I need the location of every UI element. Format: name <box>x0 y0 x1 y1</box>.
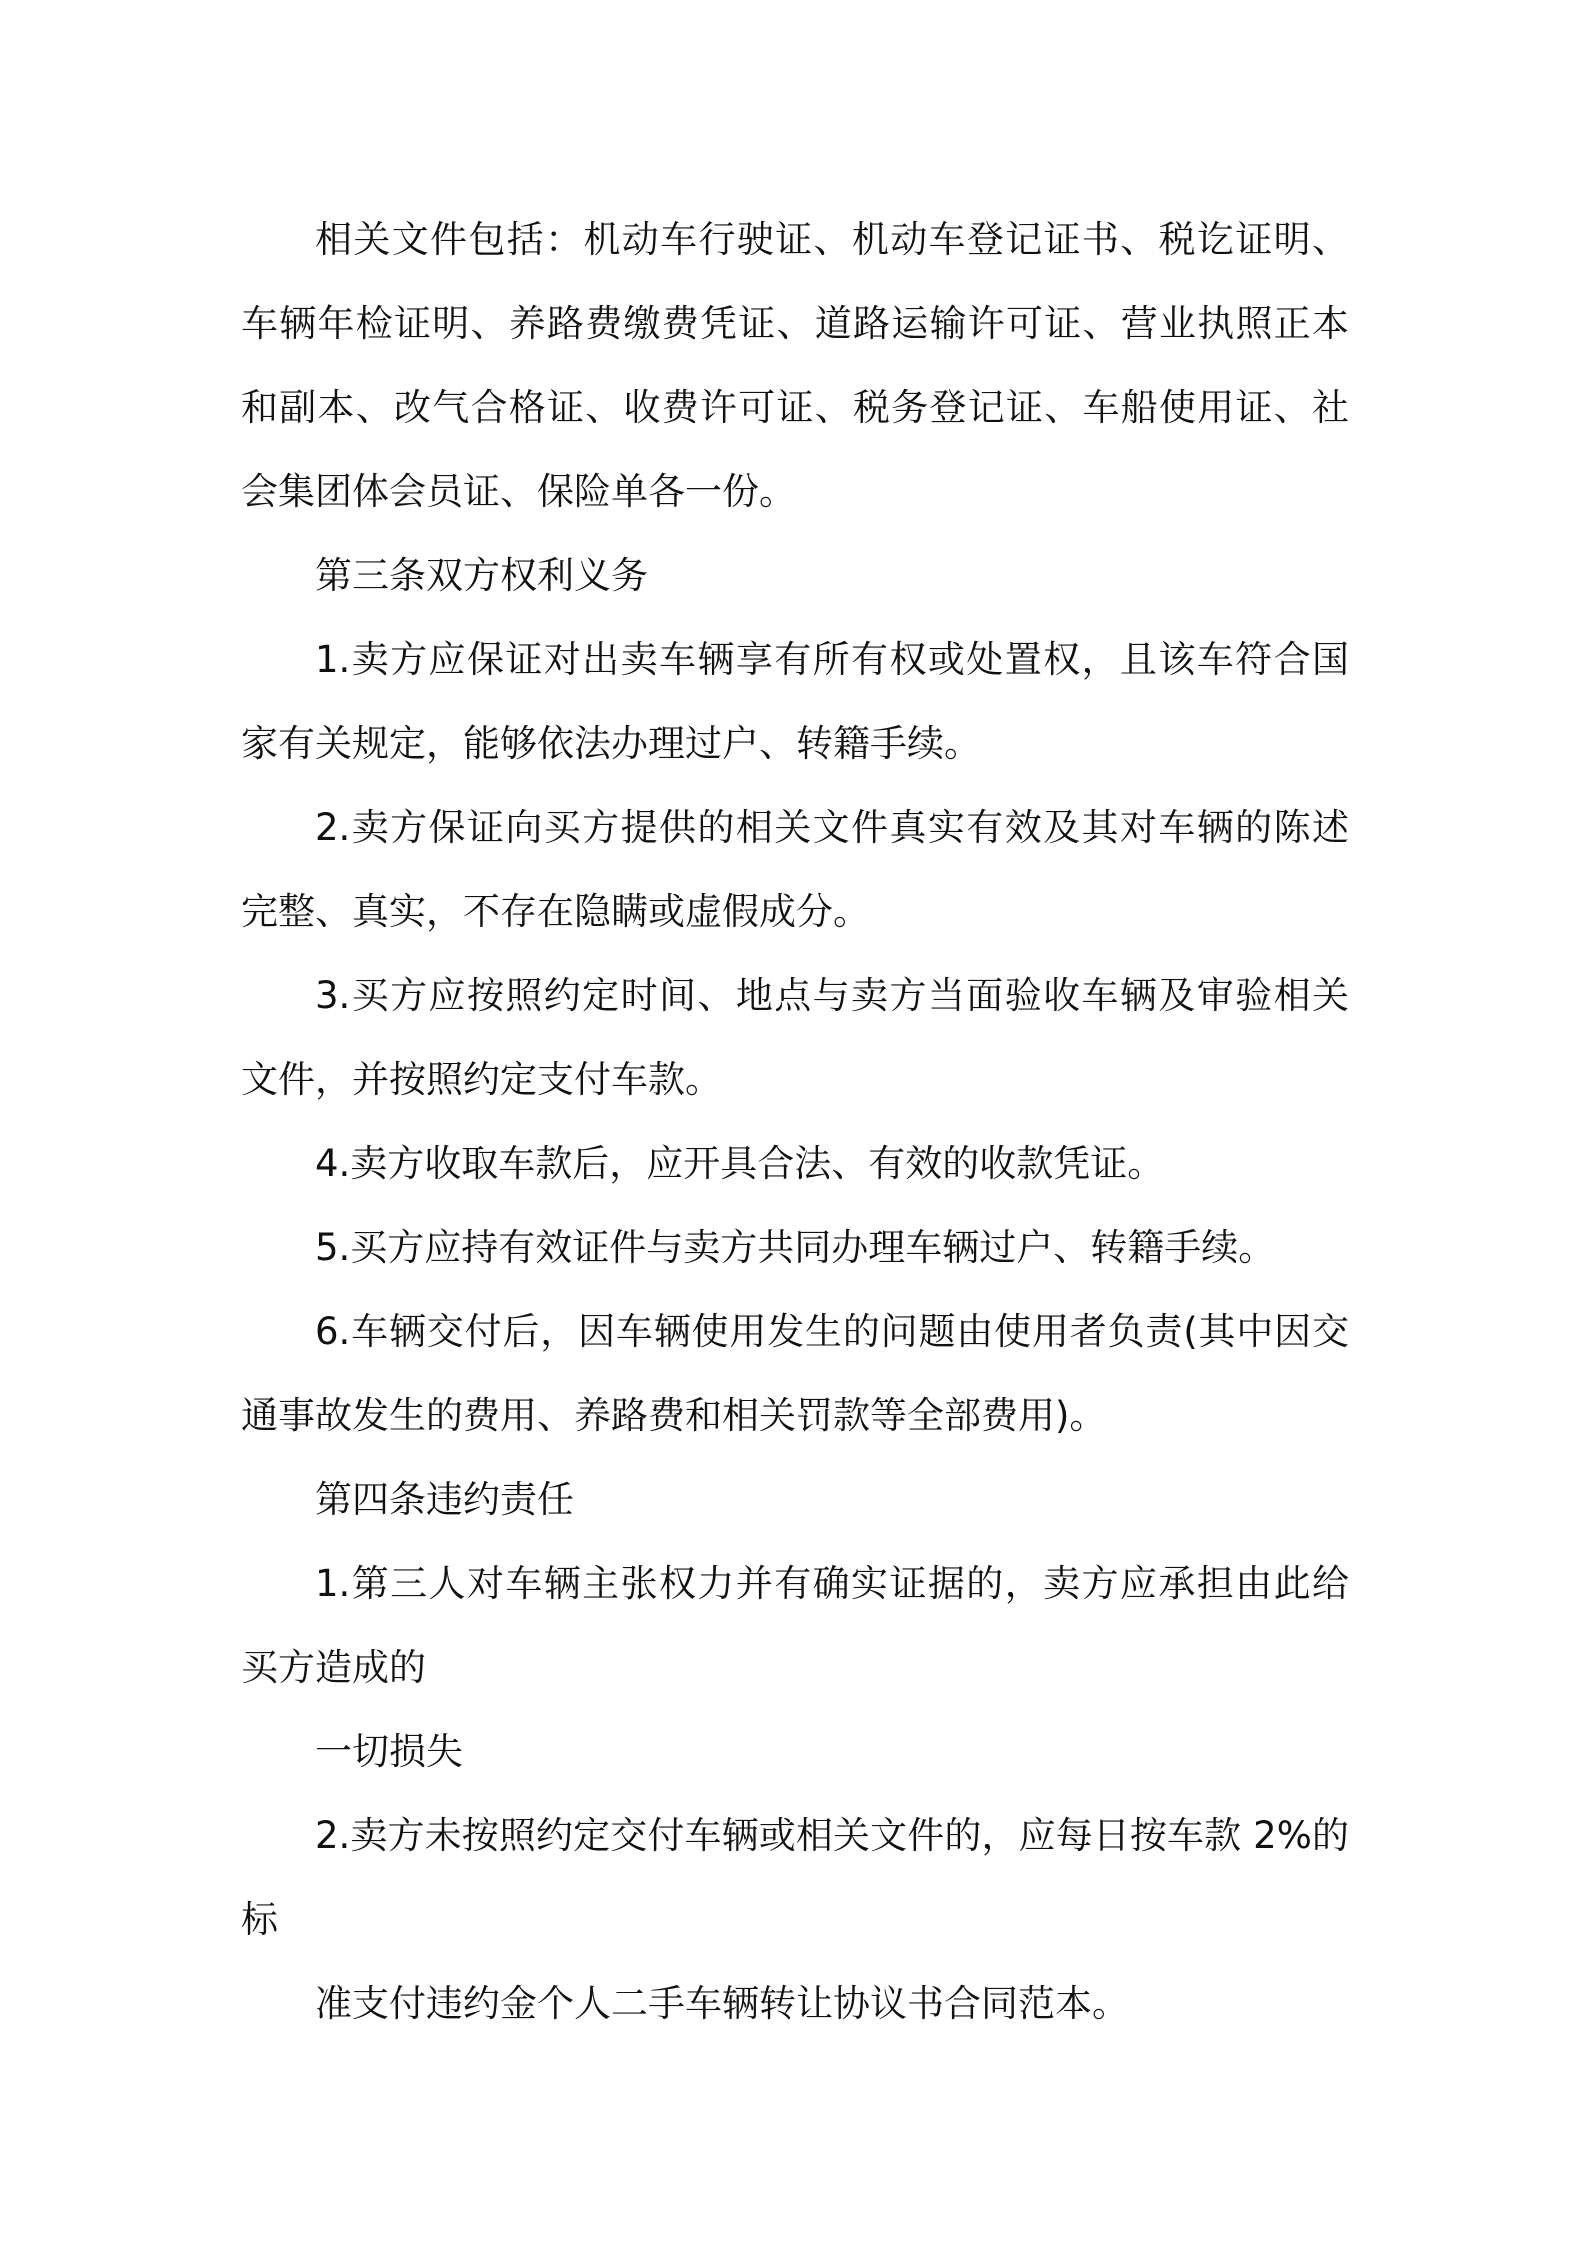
paragraph-article-3-item-6: 6.车辆交付后，因车辆使用发生的问题由使用者负责(其中因交通事故发生的费用、养路费和相关罚款等全部费用)。 <box>241 1310 1349 1437</box>
paragraph-article-4-item-1: 1.第三人对车辆主张权力并有确实证据的，卖方应承担由此给买方造成的 <box>241 1562 1349 1689</box>
paragraph-related-documents: 相关文件包括：机动车行驶证、机动车登记证书、税讫证明、车辆年检证明、养路费缴费凭证、道路运输许可证、营业执照正本和副本、改气合格证、收费许可证、税务登记证、车船使用证、社会集团体会员证、保险单各一份。 <box>241 218 1349 513</box>
heading-article-4: 第四条违约责任 <box>315 1478 574 1521</box>
paragraph-article-4-item-2: 2.卖方未按照约定交付车辆或相关文件的，应每日按车款 2%的标 <box>241 1814 1349 1941</box>
paragraph-article-4-item-1-cont: 一切损失 <box>315 1730 463 1773</box>
paragraph-article-3-item-4: 4.卖方收取车款后，应开具合法、有效的收款凭证。 <box>315 1142 1165 1185</box>
paragraph-article-3-item-1: 1.卖方应保证对出卖车辆享有所有权或处置权，且该车符合国家有关规定，能够依法办理过户、转籍手续。 <box>241 638 1349 765</box>
paragraph-article-3-item-3: 3.买方应按照约定时间、地点与卖方当面验收车辆及审验相关文件，并按照约定支付车款。 <box>241 974 1349 1101</box>
document-body <box>241 198 1349 2046</box>
paragraph-article-3-item-5: 5.买方应持有效证件与卖方共同办理车辆过户、转籍手续。 <box>315 1226 1276 1269</box>
paragraph-article-4-item-2-cont: 准支付违约金个人二手车辆转让协议书合同范本。 <box>315 1982 1129 2025</box>
paragraph-article-3-item-2: 2.卖方保证向买方提供的相关文件真实有效及其对车辆的陈述完整、真实，不存在隐瞒或虚假成分。 <box>241 806 1349 933</box>
heading-article-3: 第三条双方权利义务 <box>315 554 648 597</box>
